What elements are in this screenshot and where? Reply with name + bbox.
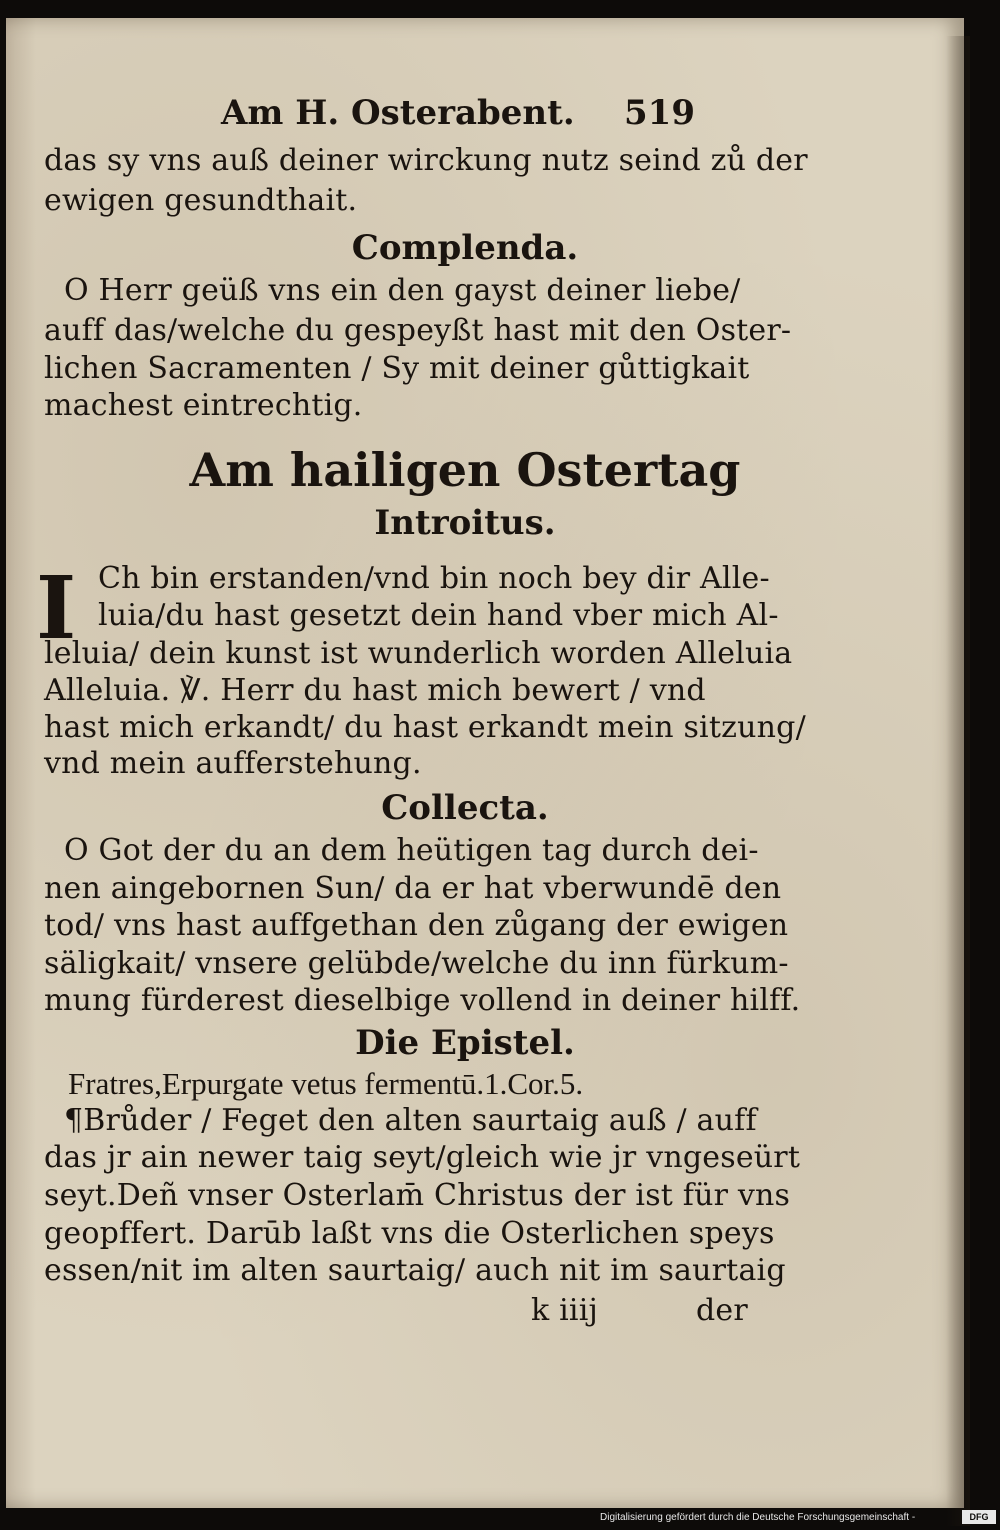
text-line: nen aingebornen Sun/ da er hat vberwundē den xyxy=(44,871,782,906)
text-line: geopffert. Darūb laßt vns die Osterlichen speys xyxy=(44,1216,775,1251)
section-heading-complenda: Complenda. xyxy=(351,228,579,268)
drop-capital: I xyxy=(36,558,77,659)
feast-heading: Am hailigen Ostertag xyxy=(189,443,741,497)
text-line: hast mich erkandt/ du hast erkandt mein sitzung/ xyxy=(44,710,806,745)
text-line: vnd mein aufferstehung. xyxy=(44,746,422,781)
text-line: seyt.Deñ vnser Osterlam̄ Christus der ist für vns xyxy=(44,1178,791,1213)
book-page xyxy=(6,18,964,1508)
text-line: das jr ain newer taig seyt/gleich wie jr vngeseürt xyxy=(44,1140,801,1175)
text-line: tod/ vns hast auffgethan den zůgang der ewigen xyxy=(44,908,789,943)
latin-incipit: Fratres,Erpurgate vetus fermentū.1.Cor.5. xyxy=(68,1066,584,1101)
text-line: O Got der du an dem heütigen tag durch dei- xyxy=(64,833,759,868)
text-line: säligkait/ vnsere gelübde/welche du inn fürkum- xyxy=(44,946,789,981)
text-line: Ch bin erstanden/vnd bin noch bey dir Alle- xyxy=(98,561,770,596)
section-heading-collecta: Collecta. xyxy=(381,788,549,828)
text-line: auff das/welche du gespeyßt hast mit den Oster- xyxy=(44,313,792,348)
running-title: Am H. Osterabent. xyxy=(221,93,575,133)
text-line: luia/du hast gesetzt dein hand vber mich Al- xyxy=(98,598,779,633)
text-line: Alleluia. ℣. Herr du hast mich bewert / vnd xyxy=(44,673,706,708)
text-line: O Herr geüß vns ein den gayst deiner liebe/ xyxy=(64,273,741,308)
text-line: leluia/ dein kunst ist wunderlich worden Alleluia xyxy=(44,636,793,671)
signature-mark: k iiij xyxy=(531,1293,599,1328)
dfg-logo: DFG xyxy=(962,1510,996,1524)
text-line: lichen Sacramenten / Sy mit deiner gůttigkait xyxy=(44,351,750,386)
catchword: der xyxy=(696,1293,748,1328)
section-heading-introitus: Introitus. xyxy=(374,503,556,543)
page-edge-shadow xyxy=(946,36,970,1526)
text-line: machest eintrechtig. xyxy=(44,388,363,423)
text-line: ¶Brůder / Feget den alten saurtaig auß / auff xyxy=(64,1103,757,1138)
digitization-credit: Digitalisierung gefördert durch die Deutsche Forschungsgemeinschaft - xyxy=(600,1512,916,1523)
text-line: das sy vns auß deiner wirckung nutz seind zů der xyxy=(44,143,808,178)
text-line: ewigen gesundthait. xyxy=(44,183,358,218)
page-number: 519 xyxy=(624,93,695,133)
text-line: mung fürderest dieselbige vollend in deiner hilff. xyxy=(44,983,801,1018)
section-heading-epistel: Die Epistel. xyxy=(355,1023,575,1063)
text-line: essen/nit im alten saurtaig/ auch nit im saurtaig xyxy=(44,1253,786,1288)
